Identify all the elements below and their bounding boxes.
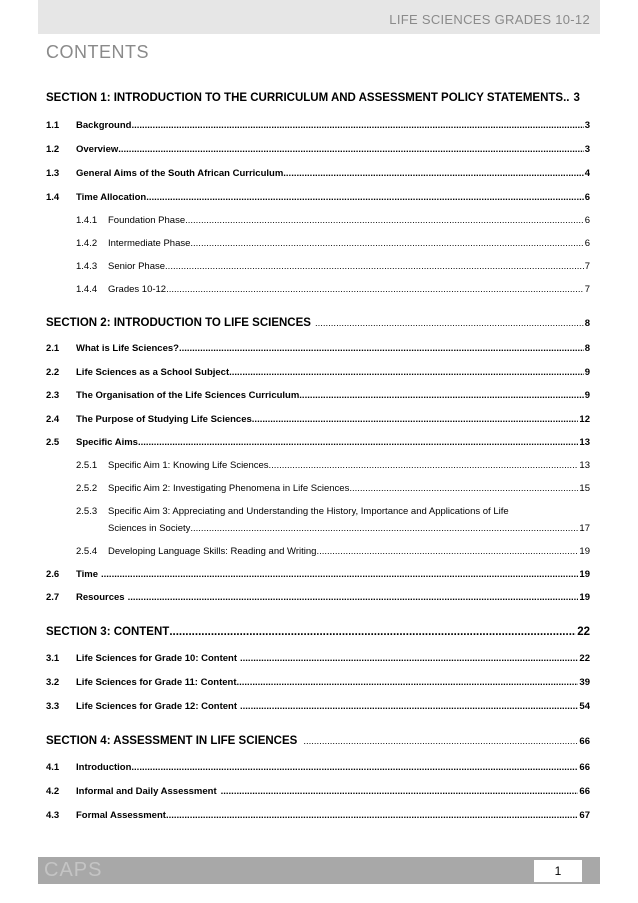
toc-entry-title: Time bbox=[76, 569, 99, 580]
toc-leader-dots bbox=[311, 318, 584, 329]
toc-entry-title: The Organisation of the Life Sciences Curriculum bbox=[76, 390, 300, 401]
toc-entry-number: 1.4.2 bbox=[76, 238, 98, 249]
toc-entry-number: 2.4 bbox=[46, 414, 60, 425]
toc-leader-dots bbox=[190, 238, 583, 249]
toc-leader-dots bbox=[179, 343, 584, 354]
toc-entry-title: Formal Assessment bbox=[76, 810, 166, 821]
toc-leader-dots bbox=[125, 592, 579, 603]
toc-leader-dots bbox=[166, 810, 578, 821]
toc-section-title: SECTION 1: INTRODUCTION TO THE CURRICULUM AND ASSESSMENT POLICY STATEMENTS.. bbox=[46, 92, 570, 104]
toc-leader-dots bbox=[138, 437, 578, 448]
toc-section-title: SECTION 3: CONTENT bbox=[46, 626, 170, 638]
toc-entry-title: Informal and Daily Assessment bbox=[76, 786, 217, 797]
toc-entry-title: Overview bbox=[76, 144, 119, 155]
toc-entry-1-4-4[interactable] bbox=[46, 284, 590, 295]
toc-entry-number: 1.4 bbox=[46, 192, 60, 203]
toc-leader-dots bbox=[237, 677, 579, 688]
toc-entry-number: 1.4.3 bbox=[76, 261, 98, 272]
toc-entry-number: 1.4.1 bbox=[76, 215, 98, 226]
toc-entry-1-3[interactable] bbox=[46, 168, 590, 179]
toc-section-1[interactable] bbox=[46, 92, 590, 104]
toc-entry-title: Specific Aim 1: Knowing Life Sciences bbox=[108, 460, 269, 471]
toc-page-number: 67 bbox=[579, 810, 590, 821]
toc-page-number: 22 bbox=[577, 626, 590, 638]
toc-entry-3-2[interactable] bbox=[46, 677, 590, 688]
toc-page-number: 3 bbox=[584, 144, 590, 155]
toc-entry-2-5-1[interactable] bbox=[46, 460, 590, 471]
toc-entry-title: Developing Language Skills: Reading and Writing bbox=[108, 546, 317, 557]
toc-entry-title: Specific Aims bbox=[76, 437, 138, 448]
toc-entry-title: Introduction bbox=[76, 762, 132, 773]
toc-entry-title: Foundation Phase bbox=[108, 215, 186, 226]
toc-page-number: 39 bbox=[579, 677, 590, 688]
toc-entry-2-5-2[interactable] bbox=[46, 483, 590, 494]
toc-section-3[interactable] bbox=[46, 626, 590, 638]
toc-entry-1-4-3[interactable] bbox=[46, 261, 590, 272]
toc-entry-number: 3.3 bbox=[46, 701, 60, 712]
toc-page-number: 17 bbox=[579, 523, 590, 534]
toc-leader-dots bbox=[118, 144, 583, 155]
toc-page-number: 66 bbox=[579, 736, 590, 747]
toc-entry-4-3[interactable] bbox=[46, 810, 590, 821]
toc-page-number: 13 bbox=[579, 460, 590, 471]
toc-page-number: 8 bbox=[584, 318, 590, 329]
toc-page-number: 8 bbox=[584, 343, 590, 354]
toc-page-number: 7 bbox=[584, 261, 590, 272]
toc-page-number: 3 bbox=[573, 92, 580, 104]
toc-entry-title: Life Sciences for Grade 11: Content bbox=[76, 677, 237, 688]
toc-entry-title: What is Life Sciences? bbox=[76, 343, 179, 354]
toc-page-number: 15 bbox=[579, 483, 590, 494]
toc-entry-title: The Purpose of Studying Life Sciences bbox=[76, 414, 252, 425]
toc-page-number: 66 bbox=[579, 762, 590, 773]
toc-entry-2-5-3[interactable] bbox=[76, 506, 590, 534]
toc-page-number: 7 bbox=[584, 284, 590, 295]
toc-entry-title: Specific Aim 3: Appreciating and Understanding the History, Importance and Applications of Life bbox=[108, 506, 509, 517]
toc-entry-number: 3.1 bbox=[46, 653, 60, 664]
toc-entry-3-3[interactable] bbox=[46, 701, 590, 712]
toc-entry-title: Resources bbox=[76, 592, 125, 603]
toc-entry-title: Life Sciences as a School Subject bbox=[76, 367, 230, 378]
toc-entry-title: Background bbox=[76, 120, 132, 131]
page-number: 1 bbox=[554, 864, 562, 878]
toc-entry-4-2[interactable] bbox=[46, 786, 590, 797]
toc-leader-dots bbox=[237, 701, 578, 712]
toc-leader-dots bbox=[146, 192, 583, 203]
toc-page-number: 22 bbox=[579, 653, 590, 664]
toc-entry-number: 1.4.4 bbox=[76, 284, 98, 295]
toc-page-number: 66 bbox=[579, 786, 590, 797]
toc-entry-title: Senior Phase bbox=[108, 261, 166, 272]
toc-entry-2-2[interactable] bbox=[46, 367, 590, 378]
toc-entry-4-1[interactable] bbox=[46, 762, 590, 773]
toc-entry-number: 1.3 bbox=[46, 168, 60, 179]
toc-entry-number: 4.2 bbox=[46, 786, 60, 797]
toc-page-number: 13 bbox=[579, 437, 590, 448]
toc-page-number: 54 bbox=[579, 701, 590, 712]
document-header-title: LIFE SCIENCES GRADES 10-12 bbox=[389, 12, 590, 27]
toc-entry-2-3[interactable] bbox=[46, 390, 590, 401]
toc-entry-1-4[interactable] bbox=[46, 192, 590, 203]
toc-leader-dots bbox=[269, 460, 579, 471]
toc-page-number: 6 bbox=[584, 192, 590, 203]
toc-entry-number: 2.5.2 bbox=[76, 483, 98, 494]
toc-section-4[interactable] bbox=[46, 735, 590, 747]
footer-caps-label: CAPS bbox=[44, 859, 103, 881]
toc-leader-dots bbox=[98, 569, 578, 580]
toc-section-title: SECTION 2: INTRODUCTION TO LIFE SCIENCES bbox=[46, 317, 311, 329]
toc-entry-number: 2.5 bbox=[46, 437, 60, 448]
toc-page-number: 9 bbox=[584, 390, 590, 401]
toc-entry-number: 2.5.3 bbox=[76, 506, 98, 517]
toc-page-number: 19 bbox=[579, 592, 590, 603]
contents-heading: CONTENTS bbox=[46, 42, 149, 62]
toc-entry-1-1[interactable] bbox=[46, 120, 590, 131]
toc-entry-number: 2.5.4 bbox=[76, 546, 98, 557]
toc-entry-2-4[interactable] bbox=[46, 414, 590, 425]
toc-leader-dots bbox=[131, 762, 578, 773]
toc-leader-dots bbox=[217, 786, 579, 797]
toc-leader-dots bbox=[349, 483, 578, 494]
toc-entry-title: Life Sciences for Grade 12: Content bbox=[76, 701, 238, 712]
page-number-box bbox=[534, 860, 582, 882]
toc-entry-title: Intermediate Phase bbox=[108, 238, 191, 249]
toc-entry-title: Specific Aim 2: Investigating Phenomena in Life Sciences bbox=[108, 483, 350, 494]
toc-entry-2-5[interactable] bbox=[46, 437, 590, 448]
toc-entry-title: Time Allocation bbox=[76, 192, 147, 203]
toc-entry-1-2[interactable] bbox=[46, 144, 590, 155]
toc-entry-3-1[interactable] bbox=[46, 653, 590, 664]
toc-entry-number: 4.3 bbox=[46, 810, 60, 821]
toc-section-2[interactable] bbox=[46, 317, 590, 329]
toc-page-number: 12 bbox=[579, 414, 590, 425]
toc-entry-title: General Aims of the South African Curriculum bbox=[76, 168, 284, 179]
toc-leader-dots bbox=[299, 390, 583, 401]
toc-page-number: 19 bbox=[579, 569, 590, 580]
toc-entry-number: 1.1 bbox=[46, 120, 60, 131]
toc-entry-2-1[interactable] bbox=[46, 343, 590, 354]
toc-entry-second-line bbox=[108, 523, 590, 534]
toc-page-number: 3 bbox=[584, 120, 590, 131]
toc-entry-number: 2.5.1 bbox=[76, 460, 98, 471]
toc-entry-number: 2.2 bbox=[46, 367, 60, 378]
toc-entry-2-5-4[interactable] bbox=[46, 546, 590, 557]
footer-band bbox=[38, 857, 600, 884]
toc-entry-number: 1.2 bbox=[46, 144, 60, 155]
toc-leader-dots bbox=[166, 284, 584, 295]
toc-entry-number: 2.6 bbox=[46, 569, 60, 580]
toc-entry-1-4-1[interactable] bbox=[46, 215, 590, 226]
toc-entry-number: 4.1 bbox=[46, 762, 60, 773]
toc-entry-number: 2.1 bbox=[46, 343, 60, 354]
toc-leader-dots bbox=[169, 626, 576, 638]
toc-leader-dots bbox=[185, 215, 584, 226]
toc-leader-dots bbox=[283, 168, 583, 179]
toc-leader-dots bbox=[190, 523, 578, 534]
toc-section-title: SECTION 4: ASSESSMENT IN LIFE SCIENCES bbox=[46, 735, 298, 747]
toc-leader-dots bbox=[297, 736, 578, 747]
toc-entry-number: 2.7 bbox=[46, 592, 60, 603]
toc-entry-title: Grades 10-12 bbox=[108, 284, 167, 295]
toc-entry-title: Life Sciences for Grade 10: Content bbox=[76, 653, 238, 664]
toc-page-number: 6 bbox=[584, 238, 590, 249]
toc-leader-dots bbox=[252, 414, 579, 425]
toc-entry-1-4-2[interactable] bbox=[46, 238, 590, 249]
toc-page-number: 9 bbox=[584, 367, 590, 378]
toc-entry-2-7[interactable] bbox=[46, 592, 590, 603]
toc-entry-title-continued: Sciences in Society bbox=[108, 523, 191, 534]
toc-page-number: 19 bbox=[579, 546, 590, 557]
toc-leader-dots bbox=[229, 367, 584, 378]
toc-entry-number: 3.2 bbox=[46, 677, 60, 688]
toc-page-number: 6 bbox=[584, 215, 590, 226]
toc-leader-dots bbox=[237, 653, 578, 664]
toc-leader-dots bbox=[316, 546, 578, 557]
toc-entry-number: 2.3 bbox=[46, 390, 60, 401]
toc-page-number: 4 bbox=[584, 168, 590, 179]
toc-entry-first-line bbox=[76, 506, 590, 517]
toc-leader-dots bbox=[131, 120, 583, 131]
toc-entry-2-6[interactable] bbox=[46, 569, 590, 580]
toc-leader-dots bbox=[165, 261, 584, 272]
